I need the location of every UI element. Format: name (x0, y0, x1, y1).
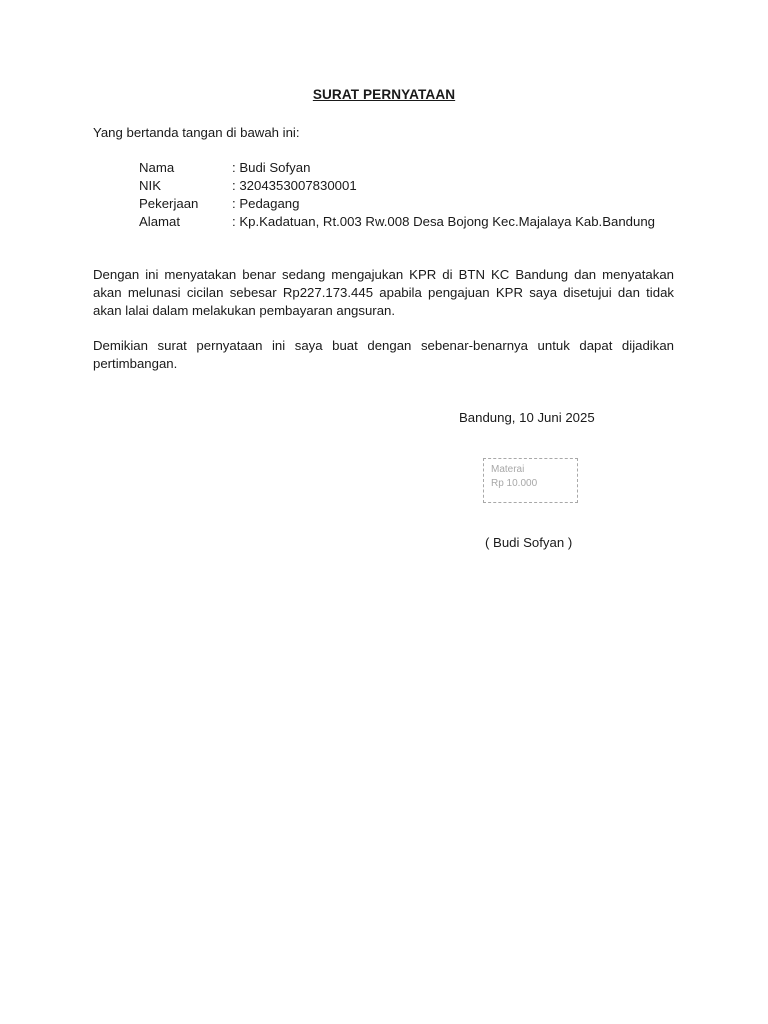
field-label: NIK (139, 178, 161, 193)
document-title: SURAT PERNYATAAN (312, 87, 456, 102)
field-label: Nama (139, 160, 175, 175)
materai-stamp-box (483, 458, 578, 503)
intro-text: Yang bertanda tangan di bawah ini: (93, 125, 300, 140)
field-value: : 3204353007830001 (232, 178, 357, 193)
field-row-nik (139, 177, 655, 195)
field-value: : Pedagang (232, 196, 300, 211)
field-value: : Kp.Kadatuan, Rt.003 Rw.008 Desa Bojong Kec.Majalaya Kab.Bandung (232, 214, 656, 229)
field-row-pekerjaan (139, 195, 655, 213)
stamp-amount: Rp 10.000 (491, 478, 538, 489)
field-value: : Budi Sofyan (232, 160, 311, 175)
closing-paragraph: Demikian surat pernyataan ini saya buat dengan sebenar-benarnya untuk dapat dijadikan pertimbangan. (93, 338, 674, 371)
statement-paragraph: Dengan ini menyatakan benar sedang mengajukan KPR di BTN KC Bandung dan menyatakan akan melunasi cicilan sebesar Rp227.173.445 apabila pengajuan KPR saya disetujui dan tidak akan lalai dalam melakukan pembayaran angsuran. (93, 267, 674, 318)
place-date: Bandung, 10 Juni 2025 (459, 410, 595, 425)
signer-name: ( Budi Sofyan ) (485, 535, 573, 550)
identity-fields (139, 159, 655, 231)
stamp-label: Materai (491, 464, 525, 475)
field-row-alamat (139, 213, 655, 231)
field-label: Alamat (139, 214, 181, 229)
field-label: Pekerjaan (139, 196, 199, 211)
field-row-nama (139, 159, 655, 177)
